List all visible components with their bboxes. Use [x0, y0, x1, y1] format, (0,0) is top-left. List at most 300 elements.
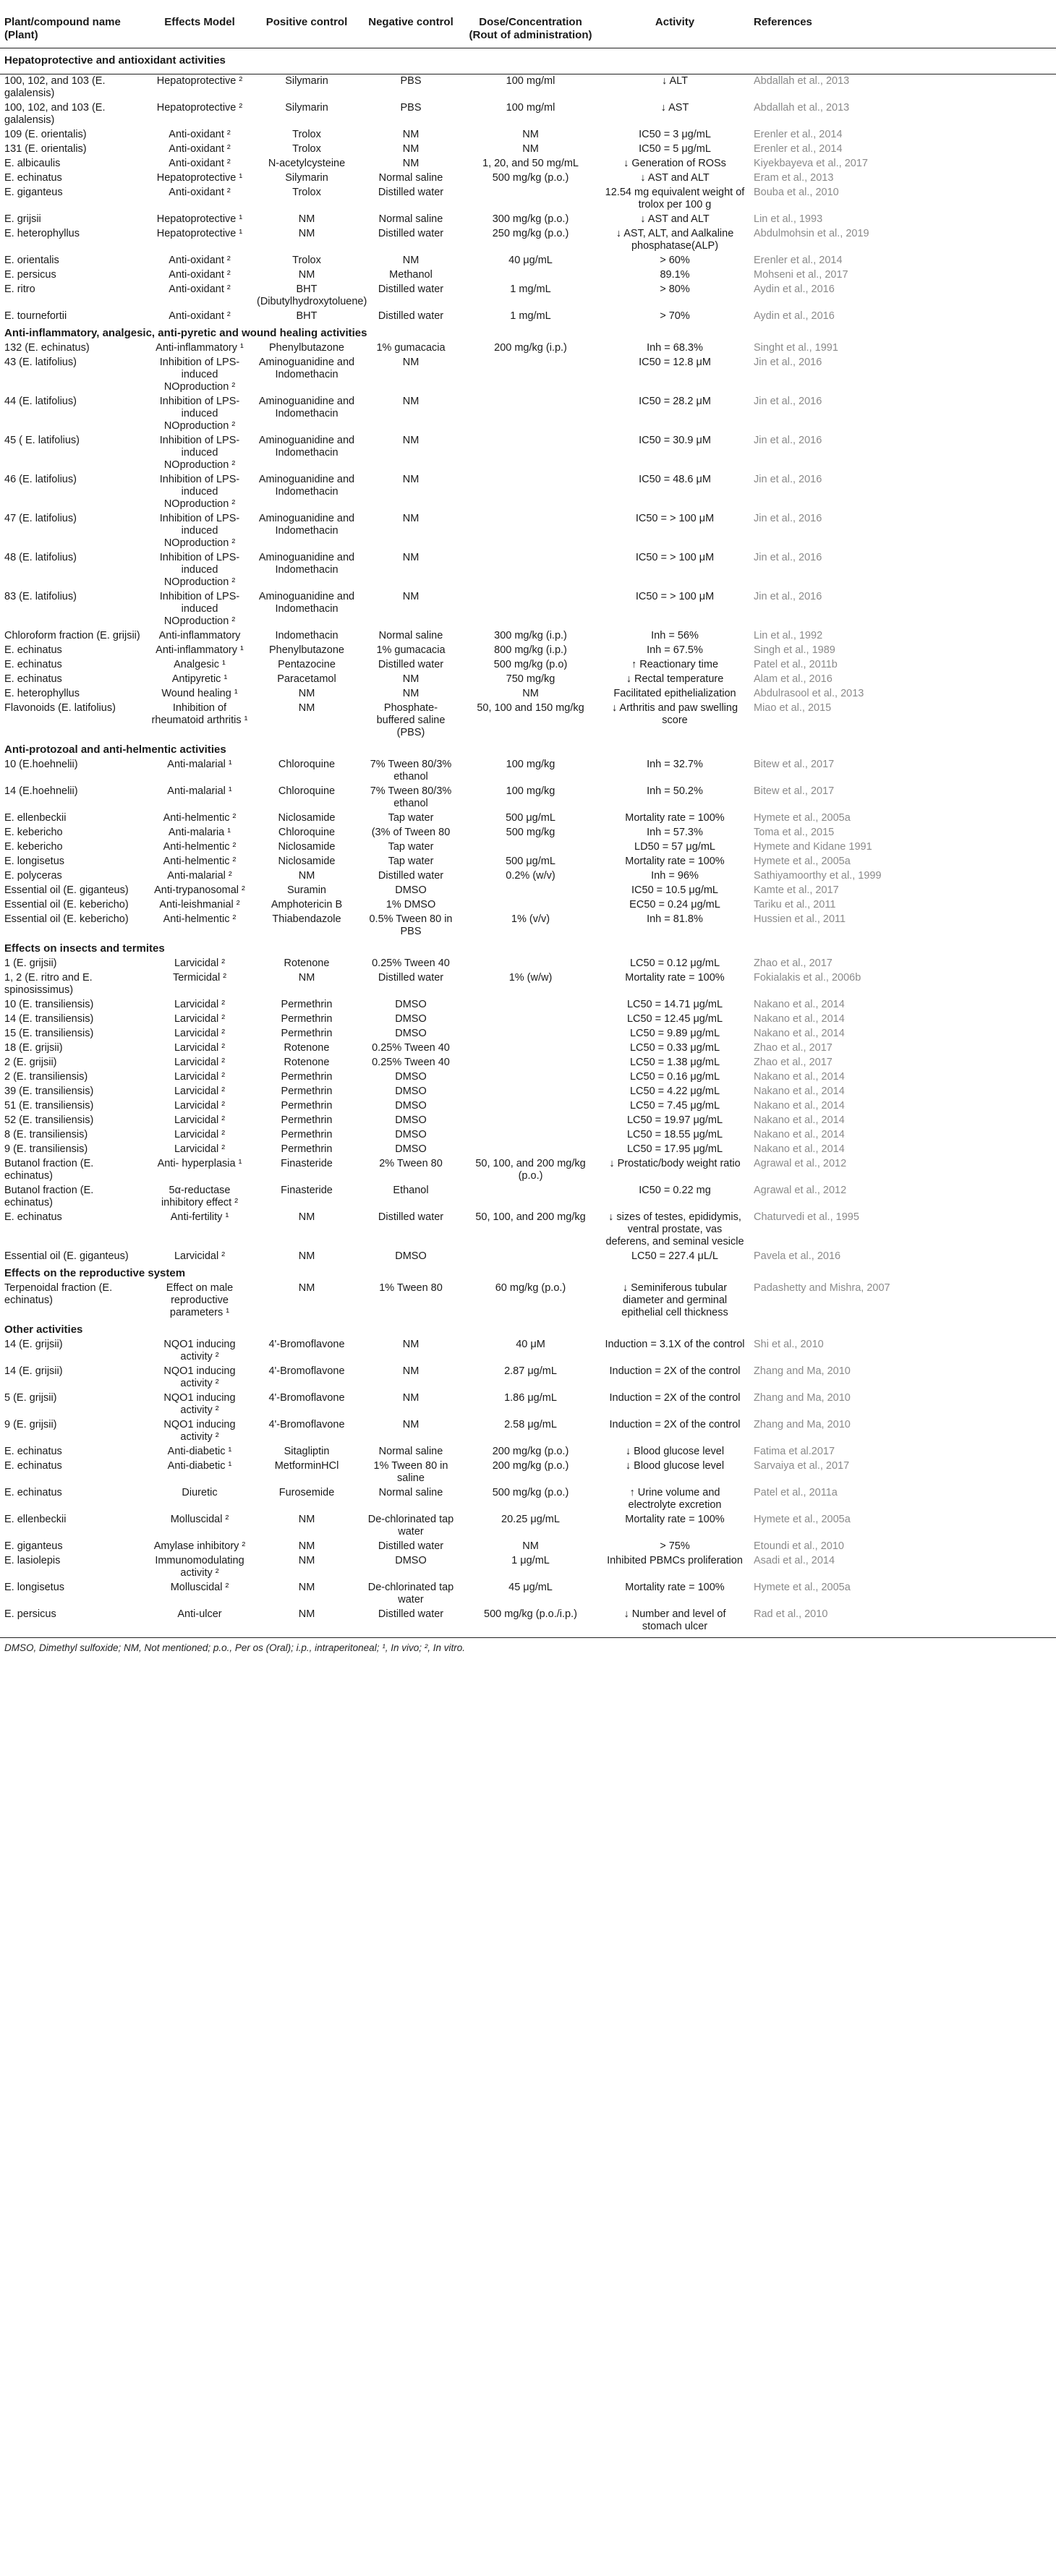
cell-plant: E. echinatus: [4, 1487, 62, 1498]
cell-activity: Mortality rate = 100%: [625, 1582, 725, 1593]
cell-plant: E. longisetus: [4, 1582, 65, 1593]
cell-positive-control: Niclosamide: [278, 856, 336, 867]
cell-plant: E. tournefortii: [4, 310, 67, 322]
cell-plant: 2 (E. grijsii): [4, 1057, 57, 1068]
cell-reference: Chaturvedi et al., 1995: [754, 1211, 859, 1223]
table-row: [0, 434, 1056, 473]
cell-negative-control: DMSO: [395, 1028, 427, 1039]
cell-activity: IC50 = 0.22 mg: [639, 1185, 711, 1196]
table-header: [0, 10, 1056, 48]
cell-dose: 500 mg/kg: [506, 827, 555, 838]
cell-effect: Hepatoprotective ¹: [156, 172, 243, 184]
cell-negative-control: NM: [402, 591, 420, 602]
cell-positive-control: Rotenone: [284, 1057, 330, 1068]
cell-effect: Anti-oxidant ²: [169, 143, 231, 155]
cell-effect: Larvicidal ²: [174, 1028, 226, 1039]
cell-negative-control: Distilled water: [378, 187, 444, 198]
cell-effect: Anti-fertility ¹: [170, 1211, 229, 1223]
cell-dose: [461, 1085, 600, 1099]
cell-effect: 5α-reductase inhibitory effect ²: [161, 1185, 239, 1208]
cell-positive-control: Chloroquine: [278, 827, 336, 838]
table-row: [0, 687, 1056, 701]
cell-negative-control: DMSO: [395, 1100, 427, 1112]
cell-negative-control: DMSO: [395, 1555, 427, 1566]
cell-dose: 2.58 μg/mL: [504, 1419, 557, 1430]
cell-plant: 83 (E. latifolius): [4, 591, 77, 602]
cell-plant: 9 (E. grijsii): [4, 1419, 57, 1430]
table-row: [0, 1157, 1056, 1184]
cell-dose: 1 mg/mL: [510, 310, 551, 322]
cell-activity: LC50 = 19.97 μg/mL: [626, 1114, 723, 1126]
cell-plant: E. heterophyllus: [4, 688, 80, 699]
table-row: [0, 1099, 1056, 1114]
section-title: Anti-protozoal and anti-helmentic activities: [4, 743, 226, 756]
cell-plant: E. kebericho: [4, 827, 63, 838]
cell-negative-control: DMSO: [395, 1086, 427, 1097]
cell-positive-control: NM: [298, 228, 315, 239]
cell-plant: E. echinatus: [4, 673, 62, 685]
cell-dose: [461, 1041, 600, 1056]
cell-positive-control: Permethrin: [281, 1100, 333, 1112]
cell-positive-control: Amphotericin B: [271, 899, 343, 910]
cell-positive-control: NM: [298, 1608, 315, 1620]
cell-positive-control: Aminoguanidine and Indomethacin: [258, 357, 355, 380]
cell-effect: Inhibition of LPS-induced NOproduction ²: [159, 396, 240, 432]
cell-activity: Facilitated epithelialization: [613, 688, 736, 699]
cell-reference: Kamte et al., 2017: [754, 884, 839, 896]
cell-plant: Flavonoids (E. latifolius): [4, 702, 116, 714]
cell-positive-control: NM: [298, 1282, 315, 1294]
cell-positive-control: N-acetylcysteine: [268, 158, 346, 169]
cell-negative-control: 1% Tween 80 in saline: [373, 1460, 448, 1484]
cell-effect: Molluscidal ²: [170, 1582, 229, 1593]
cell-dose: 1.86 μg/mL: [504, 1392, 557, 1404]
cell-plant: 1, 2 (E. ritro and E. spinosissimus): [4, 972, 93, 996]
cell-activity: IC50 = 3 μg/mL: [639, 129, 711, 140]
cell-reference: Lin et al., 1993: [754, 213, 823, 225]
table-row: [0, 157, 1056, 171]
cell-plant: 100, 102, and 103 (E. galalensis): [4, 102, 106, 126]
cell-reference: Nakano et al., 2014: [754, 1071, 845, 1083]
cell-plant: E. persicus: [4, 269, 56, 281]
cell-effect: Anti-malarial ¹: [167, 785, 232, 797]
cell-plant: 14 (E. transiliensis): [4, 1013, 94, 1025]
cell-reference: Singht et al., 1991: [754, 342, 838, 354]
cell-dose: 500 mg/kg (p.o): [493, 659, 568, 670]
cell-dose: [461, 1250, 600, 1264]
cell-dose: [461, 1114, 600, 1128]
cell-positive-control: Trolox: [292, 255, 321, 266]
cell-positive-control: Trolox: [292, 129, 321, 140]
table-row: [0, 1540, 1056, 1554]
cell-negative-control: NM: [402, 673, 420, 685]
cell-activity: > 60%: [660, 255, 690, 266]
table-row: [0, 658, 1056, 673]
cell-reference: Abdulrasool et al., 2013: [754, 688, 864, 699]
cell-plant: Essential oil (E. giganteus): [4, 884, 129, 896]
cell-dose: 500 mg/kg (p.o./i.p.): [484, 1608, 577, 1620]
cell-negative-control: Tap water: [388, 812, 434, 824]
cell-activity: EC50 = 0.24 μg/mL: [629, 899, 720, 910]
cell-plant: 131 (E. orientalis): [4, 143, 87, 155]
cell-activity: > 75%: [660, 1540, 690, 1552]
cell-reference: Sathiyamoorthy et al., 1999: [754, 870, 882, 882]
cell-negative-control: 1% DMSO: [386, 899, 436, 910]
cell-dose: 20.25 μg/mL: [501, 1514, 560, 1525]
cell-positive-control: Niclosamide: [278, 812, 336, 824]
cell-plant: 5 (E. grijsii): [4, 1392, 57, 1404]
cell-positive-control: 4'-Bromoflavone: [268, 1392, 345, 1404]
cell-negative-control: 0.25% Tween 40: [372, 958, 450, 969]
cell-activity: Mortality rate = 100%: [625, 812, 725, 824]
header-positive-control: Positive control: [252, 10, 361, 48]
cell-dose: 1 mg/mL: [510, 283, 551, 295]
cell-dose: 750 mg/kg: [506, 673, 555, 685]
cell-dose: [461, 1099, 600, 1114]
cell-activity: 12.54 mg equivalent weight of trolox per 100 g: [605, 187, 745, 210]
cell-positive-control: Phenylbutazone: [269, 342, 344, 354]
cell-dose: 50, 100, and 200 mg/kg: [475, 1211, 586, 1223]
cell-effect: Larvicidal ²: [174, 1114, 226, 1126]
cell-effect: Inhibition of LPS-induced NOproduction ²: [159, 474, 240, 510]
cell-negative-control: NM: [402, 255, 420, 266]
cell-effect: Larvicidal ²: [174, 1143, 226, 1155]
table-row: [0, 811, 1056, 826]
cell-plant: 44 (E. latifolius): [4, 396, 77, 407]
cell-negative-control: De-chlorinated tap water: [367, 1582, 454, 1605]
cell-dose: [461, 998, 600, 1012]
cell-activity: Inh = 57.3%: [647, 827, 703, 838]
cell-negative-control: NM: [402, 129, 420, 140]
cell-negative-control: Distilled water: [378, 659, 444, 670]
cell-activity: ↑ Reactionary time: [631, 659, 719, 670]
cell-effect: Anti-helmentic ²: [163, 913, 237, 925]
cell-activity: ↓ AST and ALT: [640, 213, 710, 225]
cell-effect: Anti-diabetic ¹: [167, 1446, 232, 1457]
cell-effect: Anti-trypanosomal ²: [154, 884, 245, 896]
cell-dose: 100 mg/kg: [506, 759, 555, 770]
cell-reference: Hymete et al., 2005a: [754, 1514, 851, 1525]
cell-effect: Hepatoprotective ¹: [156, 228, 243, 239]
cell-dose: [461, 434, 600, 473]
cell-reference: Nakano et al., 2014: [754, 999, 845, 1010]
cell-negative-control: NM: [402, 143, 420, 155]
cell-plant: E. longisetus: [4, 856, 65, 867]
cell-activity: LD50 = 57 μg/mL: [634, 841, 715, 853]
table-row: [0, 1143, 1056, 1157]
cell-dose: 40 μM: [516, 1339, 545, 1350]
cell-activity: LC50 = 12.45 μg/mL: [626, 1013, 723, 1025]
table-row: [0, 898, 1056, 913]
cell-negative-control: NM: [402, 435, 420, 446]
cell-plant: E. giganteus: [4, 187, 63, 198]
cell-reference: Nakano et al., 2014: [754, 1100, 845, 1112]
cell-dose: 100 mg/ml: [506, 102, 555, 114]
table-row: [0, 74, 1056, 102]
cell-effect: Anti-helmentic ²: [163, 812, 237, 824]
cell-reference: Alam et al., 2016: [754, 673, 833, 685]
cell-plant: 109 (E. orientalis): [4, 129, 87, 140]
cell-plant: 47 (E. latifolius): [4, 513, 77, 524]
cell-negative-control: Distilled water: [378, 228, 444, 239]
table-row: [0, 590, 1056, 629]
cell-activity: LC50 = 17.95 μg/mL: [626, 1143, 723, 1155]
cell-plant: E. ellenbeckii: [4, 1514, 67, 1525]
cell-dose: [461, 356, 600, 395]
table-row: [0, 101, 1056, 128]
cell-negative-control: (3% of Tween 80: [371, 827, 451, 838]
cell-negative-control: NM: [402, 1419, 420, 1430]
cell-activity: 89.1%: [660, 269, 690, 281]
cell-negative-control: Distilled water: [378, 310, 444, 322]
cell-dose: NM: [522, 1540, 539, 1552]
cell-dose: 500 μg/mL: [506, 856, 555, 867]
cell-activity: LC50 = 14.71 μg/mL: [626, 999, 723, 1010]
cell-plant: E. echinatus: [4, 172, 62, 184]
cell-plant: 2 (E. transiliensis): [4, 1071, 88, 1083]
cell-positive-control: Silymarin: [285, 102, 328, 114]
cell-plant: Essential oil (E. kebericho): [4, 899, 129, 910]
cell-activity: IC50 = 28.2 μM: [639, 396, 711, 407]
header-negative-control: Negative control: [361, 10, 461, 48]
cell-effect: Larvicidal ²: [174, 958, 226, 969]
cell-negative-control: DMSO: [395, 1013, 427, 1025]
cell-plant: E. echinatus: [4, 1211, 62, 1223]
cell-activity: IC50 = 30.9 μM: [639, 435, 711, 446]
cell-reference: Jin et al., 2016: [754, 474, 822, 485]
cell-dose: 100 mg/ml: [506, 75, 555, 87]
cell-negative-control: Distilled water: [378, 283, 444, 295]
cell-activity: > 70%: [660, 310, 690, 322]
cell-dose: [461, 551, 600, 590]
cell-dose: [461, 898, 600, 913]
cell-dose: [461, 473, 600, 512]
header-dose: Dose/Concentration (Rout of administration): [461, 10, 600, 48]
cell-plant: 9 (E. transiliensis): [4, 1143, 88, 1155]
cell-positive-control: Permethrin: [281, 1086, 333, 1097]
cell-negative-control: Normal saline: [378, 172, 443, 184]
table-row: [0, 1070, 1056, 1085]
cell-effect: NQO1 inducing activity ²: [163, 1339, 236, 1362]
cell-dose: [461, 840, 600, 855]
cell-positive-control: NM: [298, 1514, 315, 1525]
table-row: [0, 1554, 1056, 1581]
cell-reference: Erenler et al., 2014: [754, 143, 843, 155]
table-row: [0, 884, 1056, 898]
table-row: [0, 283, 1056, 310]
table-row: [0, 971, 1056, 998]
table-row: [0, 1581, 1056, 1608]
cell-activity: Inh = 50.2%: [647, 785, 703, 797]
cell-plant: 52 (E. transiliensis): [4, 1114, 94, 1126]
cell-dose: 1% (v/v): [511, 913, 550, 925]
header-plant: Plant/compound name (Plant): [0, 10, 147, 48]
cell-effect: Hepatoprotective ²: [156, 75, 243, 87]
cell-positive-control: NM: [298, 1582, 315, 1593]
cell-negative-control: Phosphate-buffered saline (PBS): [376, 702, 446, 738]
cell-activity: ↓ AST and ALT: [640, 172, 710, 184]
cell-reference: Patel et al., 2011b: [754, 659, 838, 670]
cell-effect: Inhibition of LPS-induced NOproduction ²: [159, 591, 240, 627]
header-references: References: [749, 10, 1056, 48]
cell-reference: Hymete et al., 2005a: [754, 812, 851, 824]
cell-effect: NQO1 inducing activity ²: [163, 1365, 236, 1389]
cell-activity: Inh = 96%: [651, 870, 699, 882]
cell-effect: NQO1 inducing activity ²: [163, 1419, 236, 1443]
cell-activity: Inh = 32.7%: [647, 759, 703, 770]
table-row: [0, 840, 1056, 855]
cell-activity: Mortality rate = 100%: [625, 1514, 725, 1525]
cell-effect: Anti-oxidant ²: [169, 255, 231, 266]
table-row: [0, 171, 1056, 186]
cell-effect: Larvicidal ²: [174, 1250, 226, 1262]
cell-effect: Larvicidal ²: [174, 1100, 226, 1112]
cell-negative-control: Distilled water: [378, 972, 444, 984]
cell-negative-control: PBS: [400, 75, 422, 87]
section-header: [0, 324, 1056, 341]
cell-reference: Agrawal et al., 2012: [754, 1185, 847, 1196]
table-row: [0, 254, 1056, 268]
cell-reference: Erenler et al., 2014: [754, 129, 843, 140]
cell-reference: Hussien et al., 2011: [754, 913, 846, 925]
cell-negative-control: Ethanol: [393, 1185, 429, 1196]
table-row: [0, 673, 1056, 687]
cell-positive-control: Aminoguanidine and Indomethacin: [258, 435, 355, 459]
cell-negative-control: Normal saline: [378, 213, 443, 225]
cell-dose: [461, 395, 600, 434]
cell-positive-control: NM: [298, 702, 315, 714]
cell-positive-control: Furosemide: [278, 1487, 335, 1498]
cell-positive-control: Permethrin: [281, 1013, 333, 1025]
cell-negative-control: Distilled water: [378, 1211, 444, 1223]
cell-activity: IC50 = > 100 μM: [635, 513, 715, 524]
cell-dose: 300 mg/kg (i.p.): [494, 630, 567, 641]
cell-dose: 40 μg/mL: [508, 255, 553, 266]
cell-plant: E. ritro: [4, 283, 35, 295]
cell-activity: ↓ Arthritis and paw swelling score: [611, 702, 738, 726]
header-activity: Activity: [600, 10, 749, 48]
cell-effect: NQO1 inducing activity ²: [163, 1392, 236, 1416]
cell-reference: Jin et al., 2016: [754, 435, 822, 446]
cell-reference: Hymete and Kidane 1991: [754, 841, 872, 853]
cell-plant: E. echinatus: [4, 1446, 62, 1457]
cell-dose: 500 mg/kg (p.o.): [492, 1487, 569, 1498]
cell-reference: Miao et al., 2015: [754, 702, 832, 714]
table-row: [0, 957, 1056, 971]
cell-activity: LC50 = 227.4 μL/L: [631, 1250, 718, 1262]
section-title: Effects on insects and termites: [4, 942, 165, 955]
table-row: [0, 1085, 1056, 1099]
cell-positive-control: Paracetamol: [277, 673, 336, 685]
cell-effect: Anti- hyperplasia ¹: [157, 1158, 242, 1169]
cell-plant: Butanol fraction (E. echinatus): [4, 1185, 94, 1208]
table-row: [0, 1027, 1056, 1041]
cell-reference: Etoundi et al., 2010: [754, 1540, 844, 1552]
cell-reference: Zhao et al., 2017: [754, 1057, 833, 1068]
cell-positive-control: Permethrin: [281, 1114, 333, 1126]
cell-activity: Inh = 67.5%: [647, 644, 703, 656]
cell-dose: [461, 884, 600, 898]
cell-plant: E. grijsii: [4, 213, 41, 225]
table-row: [0, 128, 1056, 142]
cell-dose: 60 mg/kg (p.o.): [495, 1282, 566, 1294]
cell-effect: Anti-inflammatory ¹: [156, 342, 244, 354]
cell-negative-control: Distilled water: [378, 870, 444, 882]
table-row: [0, 1250, 1056, 1264]
cell-activity: ↓ sizes of testes, epididymis, ventral prostate, vas deferens, and seminal vesicle: [605, 1211, 744, 1248]
table-row: [0, 855, 1056, 869]
cell-effect: Anti-helmentic ²: [163, 856, 237, 867]
cell-dose: 200 mg/kg (i.p.): [494, 342, 567, 354]
cell-reference: Jin et al., 2016: [754, 396, 822, 407]
cell-reference: Nakano et al., 2014: [754, 1114, 845, 1126]
cell-effect: Inhibition of rheumatoid arthritis ¹: [151, 702, 248, 726]
cell-reference: Zhao et al., 2017: [754, 1042, 833, 1054]
cell-positive-control: Finasteride: [281, 1158, 333, 1169]
cell-dose: [461, 1027, 600, 1041]
table-row: [0, 310, 1056, 324]
cell-negative-control: NM: [402, 474, 420, 485]
table-row: [0, 1211, 1056, 1250]
table-row: [0, 629, 1056, 644]
cell-dose: [461, 512, 600, 551]
cell-activity: ↓ Blood glucose level: [625, 1446, 725, 1457]
cell-positive-control: NM: [298, 1250, 315, 1262]
cell-effect: Larvicidal ²: [174, 1013, 226, 1025]
cell-reference: Nakano et al., 2014: [754, 1013, 845, 1025]
cell-effect: Anti-leishmanial ²: [159, 899, 240, 910]
cell-plant: 14 (E.hoehnelii): [4, 785, 78, 797]
cell-effect: Anti-oxidant ²: [169, 129, 231, 140]
cell-effect: Inhibition of LPS-induced NOproduction ²: [159, 513, 240, 549]
cell-plant: 132 (E. echinatus): [4, 342, 90, 354]
table-row: [0, 341, 1056, 356]
cell-activity: LC50 = 0.12 μg/mL: [629, 958, 720, 969]
cell-reference: Patel et al., 2011a: [754, 1487, 838, 1498]
table-row: [0, 1184, 1056, 1211]
cell-activity: ↓ Rectal temperature: [626, 673, 724, 685]
cell-activity: IC50 = 10.5 μg/mL: [631, 884, 718, 896]
table-row: [0, 142, 1056, 157]
cell-plant: E. echinatus: [4, 644, 62, 656]
cell-negative-control: Tap water: [388, 856, 434, 867]
cell-positive-control: NM: [298, 213, 315, 225]
cell-negative-control: Normal saline: [378, 1446, 443, 1457]
cell-activity: Mortality rate = 100%: [625, 972, 725, 984]
cell-reference: Abdulmohsin et al., 2019: [754, 228, 869, 239]
table-row: [0, 213, 1056, 227]
table-row: [0, 1128, 1056, 1143]
cell-activity: Inh = 81.8%: [647, 913, 703, 925]
cell-dose: NM: [522, 688, 539, 699]
cell-effect: Inhibition of LPS-induced NOproduction ²: [159, 357, 240, 393]
cell-reference: Zhang and Ma, 2010: [754, 1365, 851, 1377]
cell-activity: ↓ Prostatic/body weight ratio: [609, 1158, 741, 1169]
cell-dose: 1 μg/mL: [511, 1555, 550, 1566]
table-title: Hepatoprotective and antioxidant activities: [0, 51, 1056, 74]
cell-negative-control: 7% Tween 80/3% ethanol: [370, 759, 452, 782]
cell-negative-control: NM: [402, 1365, 420, 1377]
cell-positive-control: Permethrin: [281, 1129, 333, 1140]
cell-negative-control: De-chlorinated tap water: [367, 1514, 454, 1538]
cell-negative-control: DMSO: [395, 999, 427, 1010]
cell-dose: 200 mg/kg (p.o.): [492, 1460, 569, 1472]
cell-positive-control: Permethrin: [281, 1028, 333, 1039]
cell-plant: E. lasiolepis: [4, 1555, 61, 1566]
cell-effect: Inhibition of LPS-induced NOproduction ²: [159, 552, 240, 588]
cell-reference: Hymete et al., 2005a: [754, 1582, 851, 1593]
cell-plant: 46 (E. latifolius): [4, 474, 77, 485]
